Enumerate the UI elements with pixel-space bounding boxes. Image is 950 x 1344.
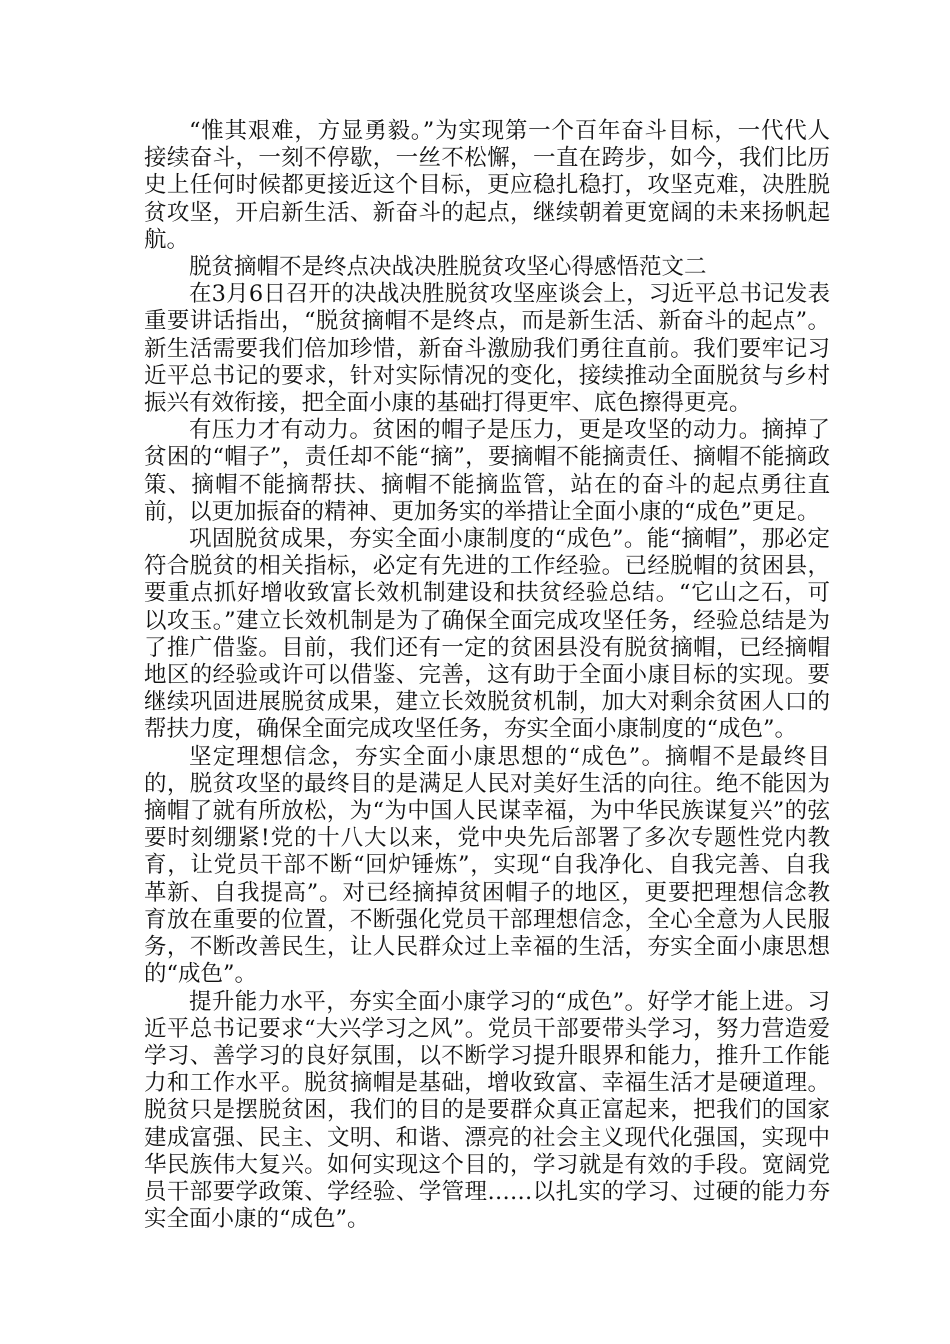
- paragraph-ability: 提升能力水平，夯实全面小康学习的“成色”。好学才能上进。习近平总书记要求“大兴学习之风”。党员干部要带头学习，努力营造爱学习、善学习的良好氛围，以不断学习提升眼界和能力，推升工作能力和工作水平。脱贫摘帽是基础，增收致富、幸福生活才是硬道理。脱贫只是摆脱贫困，我们的目的是要群众真正富起来，把我们的国家建成富强、民主、文明、和谐、漂亮的社会主义现代化强国，实现中华民族伟大复兴。如何实现这个目的，学习就是有效的手段。宽阔党员干部要学政策、学经验、学管理……以扎实的学习、过硬的能力夯实全面小康的“成色”。: [144, 988, 830, 1233]
- paragraph-pressure: 有压力才有动力。贫困的帽子是压力，更是攻坚的动力。摘掉了贫困的“帽子”，责任却不能“摘”，要摘帽不能摘责任、摘帽不能摘政策、摘帽不能摘帮扶、摘帽不能摘监管，站在的奋斗的起点勇往直前，以更加振奋的精神、更加务实的举措让全面小康的“成色”更足。: [144, 417, 830, 525]
- section-heading: 脱贫摘帽不是终点决战决胜脱贫攻坚心得感悟范文二: [189, 254, 707, 281]
- paragraph-consolidate: 巩固脱贫成果，夯实全面小康制度的“成色”。能“摘帽”，那必定符合脱贫的相关指标，必定有先进的工作经验。已经脱帽的贫困县，要重点抓好增收致富长效机制建设和扶贫经验总结。“它山之石，可以攻玉。”建立长效机制是为了确保全面完成攻坚任务，经验总结是为了推广借鉴。目前，我们还有一定的贫困县没有脱贫摘帽，已经摘帽地区的经验或许可以借鉴、完善，这有助于全面小康目标的实现。要继续巩固进展脱贫成果，建立长效脱贫机制，加大对剩余贫困人口的帮扶力度，确保全面完成攻坚任务，夯实全面小康制度的“成色”。: [144, 526, 830, 743]
- paragraph-ideals: 坚定理想信念，夯实全面小康思想的“成色”。摘帽不是最终目的，脱贫攻坚的最终目的是满足人民对美好生活的向往。绝不能因为摘帽了就有所放松，为“为中国人民谋幸福，为中华民族谋复兴”的弦要时刻绷紧!党的十八大以来，党中央先后部署了多次专题性党内教育，让党员干部不断“回炉锤炼”，实现“自我净化、自我完善、自我革新、自我提高”。对已经摘掉贫困帽子的地区，更要把理想信念教育放在重要的位置，不断强化党员干部理想信念，全心全意为人民服务，不断改善民生，让人民群众过上幸福的生活，夯实全面小康思想的“成色”。: [144, 743, 830, 988]
- document-page: [144, 118, 830, 1233]
- paragraph-meeting: 在3月6日召开的决战决胜脱贫攻坚座谈会上，习近平总书记发表重要讲话指出，“脱贫摘帽不是终点，而是新生活、新奋斗的起点”。新生活需要我们倍加珍惜，新奋斗激励我们勇往直前。我们要牢记习近平总书记的要求，针对实际情况的变化，接续推动全面脱贫与乡村振兴有效衔接，把全面小康的基础打得更牢、底色擦得更亮。: [144, 281, 830, 417]
- paragraph-intro-closing: “惟其艰难，方显勇毅。”为实现第一个百年奋斗目标，一代代人接续奋斗，一刻不停歇，一丝不松懈，一直在跨步，如今，我们比历史上任何时候都更接近这个目标，更应稳扎稳打，攻坚克难，决胜脱贫攻坚，开启新生活、新奋斗的起点，继续朝着更宽阔的未来扬帆起航。: [144, 118, 830, 253]
